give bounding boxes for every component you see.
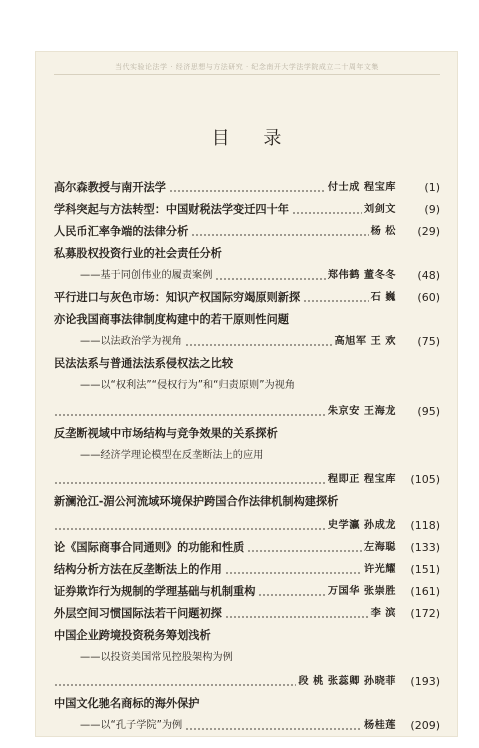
toc-entry[interactable] bbox=[54, 560, 440, 580]
dot-leader bbox=[215, 278, 325, 280]
toc-entry[interactable] bbox=[54, 516, 440, 536]
dot-leader bbox=[185, 344, 333, 346]
toc-entry[interactable] bbox=[54, 648, 440, 668]
entry-title: 学科突起与方法转型：中国财税法学变迁四十年 bbox=[54, 203, 289, 216]
page-number: (172) bbox=[410, 607, 440, 620]
entry-authors: 刘剑文 bbox=[363, 204, 396, 215]
toc-entry[interactable] bbox=[54, 424, 440, 444]
page-number: (161) bbox=[410, 585, 440, 598]
entry-subtitle: ——基于同创伟业的履责案例 bbox=[80, 270, 213, 281]
dot-leader bbox=[169, 190, 326, 192]
entry-authors: 朱京安 王海龙 bbox=[327, 406, 396, 417]
entry-title: 证券欺诈行为规制的学理基础与机制重构 bbox=[54, 585, 256, 598]
page-number: (29) bbox=[417, 225, 440, 238]
dot-leader bbox=[54, 414, 326, 416]
toc-entry[interactable] bbox=[54, 288, 440, 308]
entry-authors: 万国华 张崇胜 bbox=[327, 586, 396, 597]
toc-entry[interactable] bbox=[54, 492, 440, 512]
page-number: (95) bbox=[417, 405, 440, 418]
page-number: (48) bbox=[417, 269, 440, 282]
page-number: (118) bbox=[410, 519, 440, 532]
toc-entry[interactable] bbox=[54, 694, 440, 714]
entry-subtitle: ——以法政治学为视角 bbox=[80, 336, 182, 347]
entry-authors: 石 巍 bbox=[370, 292, 396, 303]
dot-leader bbox=[292, 212, 362, 214]
dot-leader bbox=[191, 234, 368, 236]
entry-subtitle: ——经济学理论模型在反垄断法上的应用 bbox=[80, 450, 264, 461]
entry-authors: 程即正 程宝库 bbox=[327, 474, 396, 485]
entry-title: 民法法系与普通法法系侵权法之比较 bbox=[54, 357, 234, 370]
toc-entry[interactable] bbox=[54, 332, 440, 352]
entry-title: 结构分析方法在反垄断法上的作用 bbox=[54, 563, 222, 576]
entry-title: 高尔森教授与南开法学 bbox=[54, 181, 166, 194]
toc-entry[interactable] bbox=[54, 470, 440, 490]
page-number: (209) bbox=[410, 719, 440, 732]
page-number: (151) bbox=[410, 563, 440, 576]
page-number: (193) bbox=[410, 675, 440, 688]
page-number: (60) bbox=[417, 291, 440, 304]
entry-title: 中国企业跨境投资税务筹划浅析 bbox=[54, 629, 211, 642]
toc-entry[interactable] bbox=[54, 402, 440, 422]
running-header: 当代实验论法学 · 经济思想与方法研究 · 纪念南开大学法学院成立二十周年文集 bbox=[54, 62, 440, 75]
dot-leader bbox=[258, 594, 325, 596]
toc-entry[interactable] bbox=[54, 310, 440, 330]
page-number: (1) bbox=[424, 181, 440, 194]
toc-entry[interactable] bbox=[54, 626, 440, 646]
entry-title: 新澜沧江-湄公河流域环境保护跨国合作法律机制构建探析 bbox=[54, 495, 339, 508]
entry-title: 人民币汇率争端的法律分析 bbox=[54, 225, 189, 238]
entry-authors: 付士成 程宝库 bbox=[327, 182, 396, 193]
entry-title: 平行进口与灰色市场：知识产权国际穷竭原则新探 bbox=[54, 291, 301, 304]
toc-entry[interactable] bbox=[54, 604, 440, 624]
dot-leader bbox=[54, 528, 326, 530]
toc-entry[interactable] bbox=[54, 266, 440, 286]
dot-leader bbox=[303, 300, 368, 302]
toc-entry[interactable] bbox=[54, 200, 440, 220]
entry-title: 私募股权投资行业的社会责任分析 bbox=[54, 247, 222, 260]
toc-entry[interactable] bbox=[54, 716, 440, 736]
dot-leader bbox=[54, 482, 326, 484]
toc-entry[interactable] bbox=[54, 222, 440, 242]
page-number: (9) bbox=[424, 203, 440, 216]
dot-leader bbox=[247, 550, 362, 552]
entry-authors: 杨 松 bbox=[370, 226, 396, 237]
entry-title: 论《国际商事合同通则》的功能和性质 bbox=[54, 541, 245, 554]
page-number: (105) bbox=[410, 473, 440, 486]
entry-authors: 段 桃 张蕊卿 孙晓菲 bbox=[298, 676, 396, 687]
toc-entry[interactable] bbox=[54, 672, 440, 692]
entry-title: 反垄断视域中市场结构与竞争效果的关系探析 bbox=[54, 427, 278, 440]
dot-leader bbox=[54, 684, 296, 686]
toc-entry[interactable] bbox=[54, 446, 440, 466]
page-title: 目 录 bbox=[211, 128, 296, 149]
toc-entry[interactable] bbox=[54, 582, 440, 602]
page-number: (133) bbox=[410, 541, 440, 554]
dot-leader bbox=[225, 572, 362, 574]
toc-entry[interactable] bbox=[54, 376, 440, 396]
toc-entry[interactable] bbox=[54, 244, 440, 264]
dot-leader bbox=[185, 728, 362, 730]
entry-subtitle: ——以“权利法”“侵权行为”和“归责原则”为视角 bbox=[80, 380, 296, 391]
entry-title: 中国文化驰名商标的海外保护 bbox=[54, 697, 200, 710]
page-number: (75) bbox=[417, 335, 440, 348]
entry-subtitle: ——以投资美国常见控股架构为例 bbox=[80, 652, 233, 663]
entry-authors: 高旭军 王 欢 bbox=[334, 336, 396, 347]
entry-authors: 左海聪 bbox=[363, 542, 396, 553]
toc-entry[interactable] bbox=[54, 178, 440, 198]
entry-title: 亦论我国商事法律制度构建中的若干原则性问题 bbox=[54, 313, 289, 326]
entry-subtitle: ——以“孔子学院”为例 bbox=[80, 720, 183, 731]
entry-authors: 杨桂莲 bbox=[363, 720, 396, 731]
entry-authors: 史学瀛 孙成龙 bbox=[327, 520, 396, 531]
entry-authors: 郑伟鹤 董冬冬 bbox=[327, 270, 396, 281]
toc-entry[interactable] bbox=[54, 354, 440, 374]
entry-authors: 李 滨 bbox=[370, 608, 396, 619]
entry-title: 外层空间习惯国际法若干问题初探 bbox=[54, 607, 222, 620]
entry-authors: 许光耀 bbox=[363, 564, 396, 575]
dot-leader bbox=[225, 616, 369, 618]
toc-entry[interactable] bbox=[54, 538, 440, 558]
